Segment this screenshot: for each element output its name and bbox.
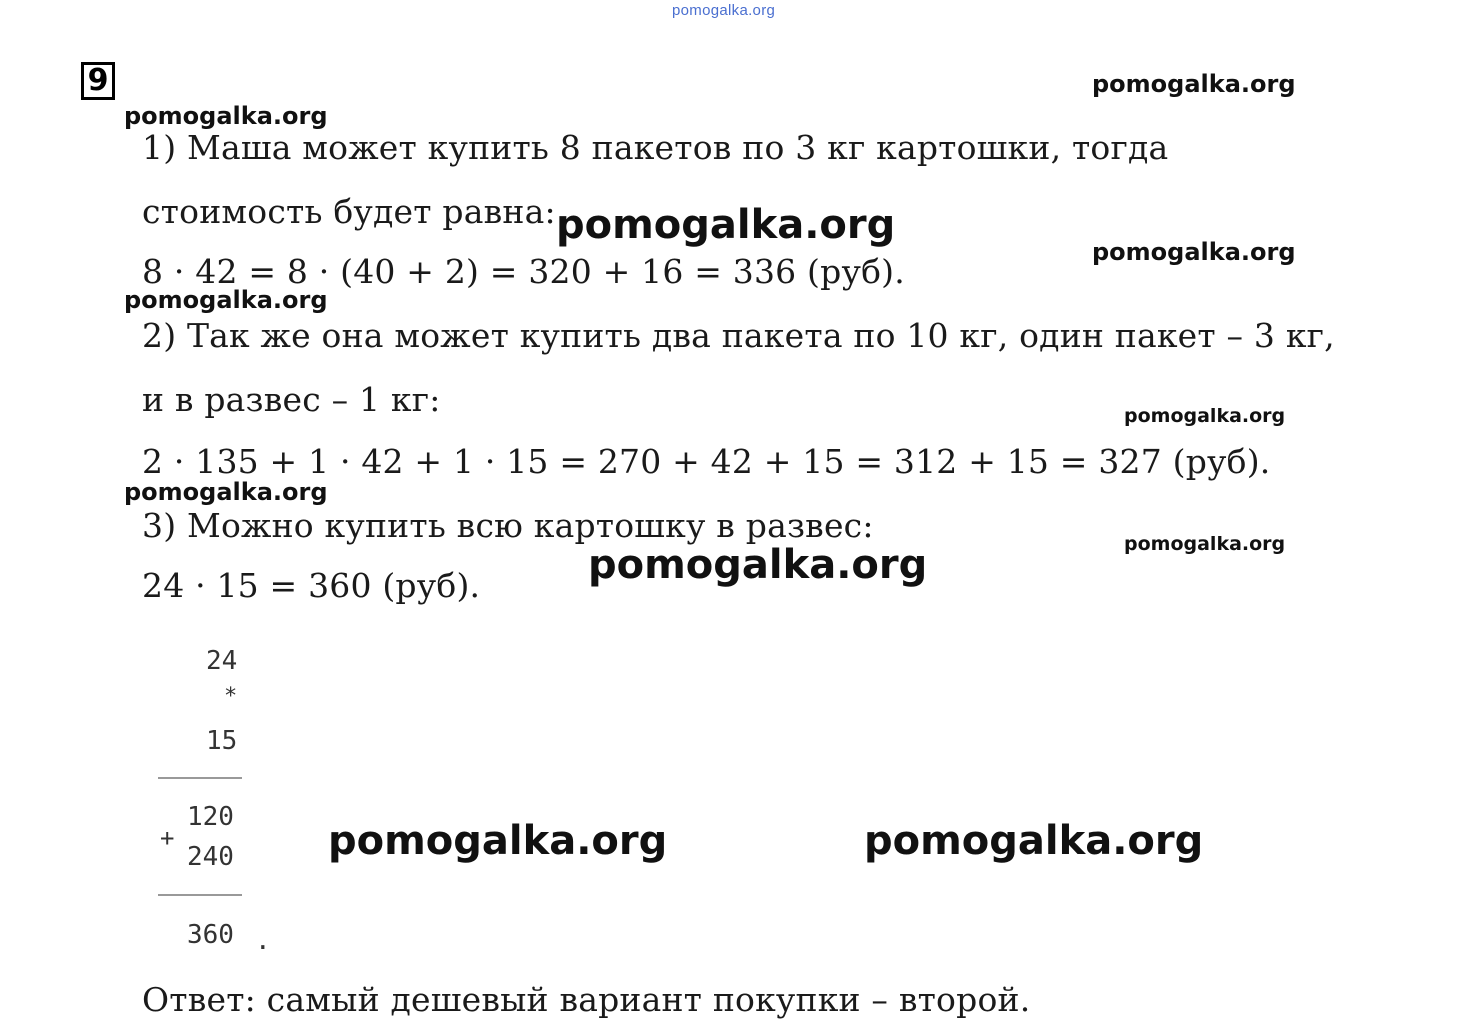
watermark: pomogalka.org bbox=[1124, 533, 1286, 555]
plus-sign: + bbox=[160, 824, 175, 852]
step3-formula: 24 · 15 = 360 (руб). bbox=[142, 566, 481, 605]
partial-product-2: 240 bbox=[187, 842, 234, 872]
watermark: pomogalka.org bbox=[588, 542, 928, 588]
step2-formula: 2 · 135 + 1 · 42 + 1 · 15 = 270 + 42 + 15 = 312 + 15 = 327 (руб). bbox=[142, 442, 1271, 481]
task-number: 9 bbox=[81, 62, 115, 100]
site-mark: pomogalka.org bbox=[672, 2, 776, 19]
multiplicand: 24 bbox=[206, 646, 238, 676]
watermark: pomogalka.org bbox=[864, 818, 1204, 864]
watermark: pomogalka.org bbox=[124, 102, 328, 130]
watermark: pomogalka.org bbox=[556, 202, 896, 248]
watermark: pomogalka.org bbox=[1124, 405, 1286, 427]
divider-line bbox=[158, 894, 242, 896]
trailing-dot: . bbox=[255, 926, 271, 956]
step1-line2: стоимость будет равна: bbox=[142, 192, 556, 231]
multiplier: 15 bbox=[206, 726, 238, 756]
partial-product-1: 120 bbox=[187, 802, 234, 832]
product-result: 360 bbox=[187, 920, 234, 950]
step1-formula: 8 · 42 = 8 · (40 + 2) = 320 + 16 = 336 (руб). bbox=[142, 252, 905, 291]
step2-line2: и в развес – 1 кг: bbox=[142, 380, 441, 419]
answer: Ответ: самый дешевый вариант покупки – второй. bbox=[142, 980, 1031, 1019]
multiply-sign: * bbox=[224, 684, 238, 709]
divider-line bbox=[158, 777, 242, 779]
watermark: pomogalka.org bbox=[1092, 70, 1296, 98]
step2-line1: 2) Так же она может купить два пакета по 10 кг, один пакет – 3 кг, bbox=[142, 316, 1335, 355]
watermark: pomogalka.org bbox=[1092, 238, 1296, 266]
watermark: pomogalka.org bbox=[124, 286, 328, 314]
watermark: pomogalka.org bbox=[124, 478, 328, 506]
step3-line1: 3) Можно купить всю картошку в развес: bbox=[142, 506, 874, 545]
step1-line1: 1) Маша может купить 8 пакетов по 3 кг картошки, тогда bbox=[142, 128, 1169, 167]
watermark: pomogalka.org bbox=[328, 818, 668, 864]
